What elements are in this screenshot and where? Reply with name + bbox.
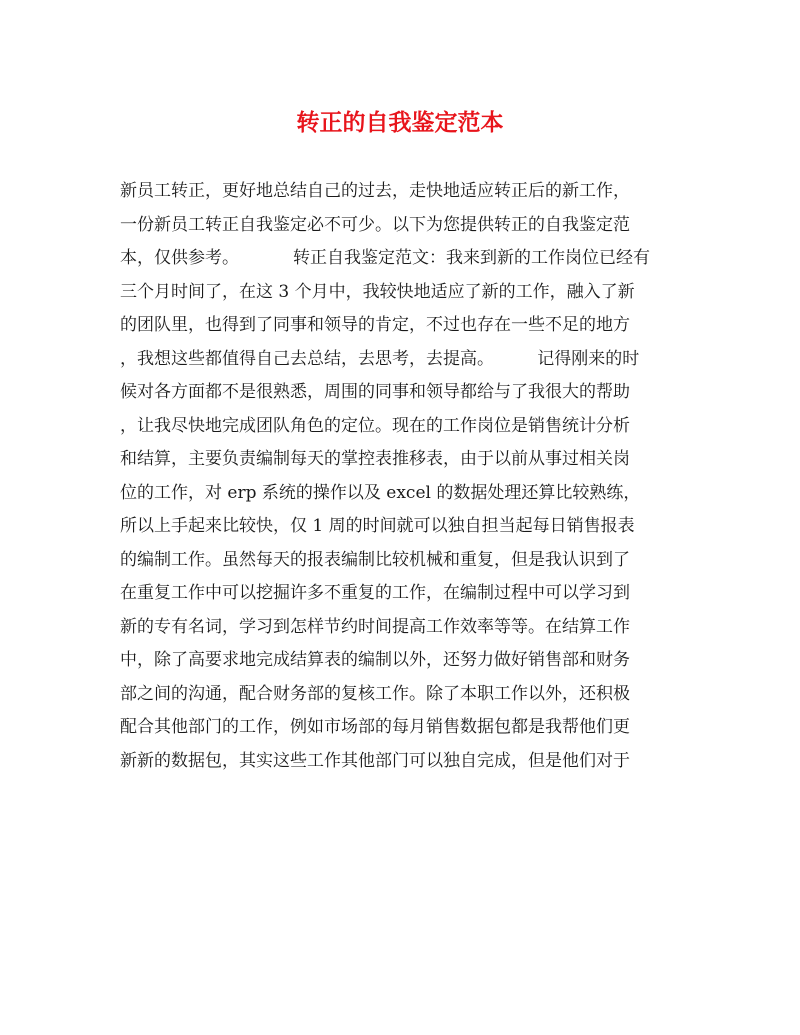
body-line: 三个月时间了，在这 3 个月中，我较快地适应了新的工作，融入了新 [120, 281, 635, 302]
body-line: 的团队里，也得到了同事和领导的肯定，不过也存在一些不足的地方 [120, 315, 630, 335]
body-line: 位的工作，对 erp 系统的操作以及 excel 的数据处理还算比较熟练， [120, 482, 641, 503]
body-line: 中，除了高要求地完成结算表的编制以外，还努力做好销售部和财务 [120, 650, 630, 670]
body-line: 配合其他部门的工作，例如市场部的每月销售数据包都是我帮他们更 [120, 717, 630, 737]
body-line: 和结算，主要负责编制每天的掌控表推移表，由于以前从事过相关岗 [120, 449, 630, 469]
body-line: 的编制工作。虽然每天的报表编制比较机械和重复，但是我认识到了 [120, 549, 630, 570]
body-line: 部之间的沟通，配合财务部的复核工作。除了本职工作以外，还积极 [120, 683, 630, 704]
body-line: 所以上手起来比较快，仅 1 周的时间就可以独自担当起每日销售报表 [120, 516, 635, 536]
document-title: 转正的自我鉴定范本 [296, 109, 504, 136]
body-line: 新的专有名词，学习到怎样节约时间提高工作效率等等。在结算工作 [120, 616, 630, 637]
body-line: 本，仅供参考。 转正自我鉴定范文：我来到新的工作岗位已经有 [120, 248, 651, 268]
body-line: 一份新员工转正自我鉴定必不可少。以下为您提供转正的自我鉴定范 [120, 214, 630, 235]
body-line: 新员工转正，更好地总结自己的过去，走快地适应转正后的新工作， [120, 181, 630, 201]
document-body [120, 175, 685, 778]
body-line: ，我想这些都值得自己去总结，去思考，去提高。 记得刚来的时 [120, 348, 640, 369]
body-line: 在重复工作中可以挖掘许多不重复的工作，在编制过程中可以学习到 [120, 583, 630, 603]
body-line: 候对各方面都不是很熟悉，周围的同事和领导都给与了我很大的帮助 [120, 382, 630, 402]
body-line: ，让我尽快地完成团队角色的定位。现在的工作岗位是销售统计分析 [120, 415, 630, 436]
body-line: 新新的数据包，其实这些工作其他部门可以独自完成，但是他们对于 [120, 750, 630, 771]
